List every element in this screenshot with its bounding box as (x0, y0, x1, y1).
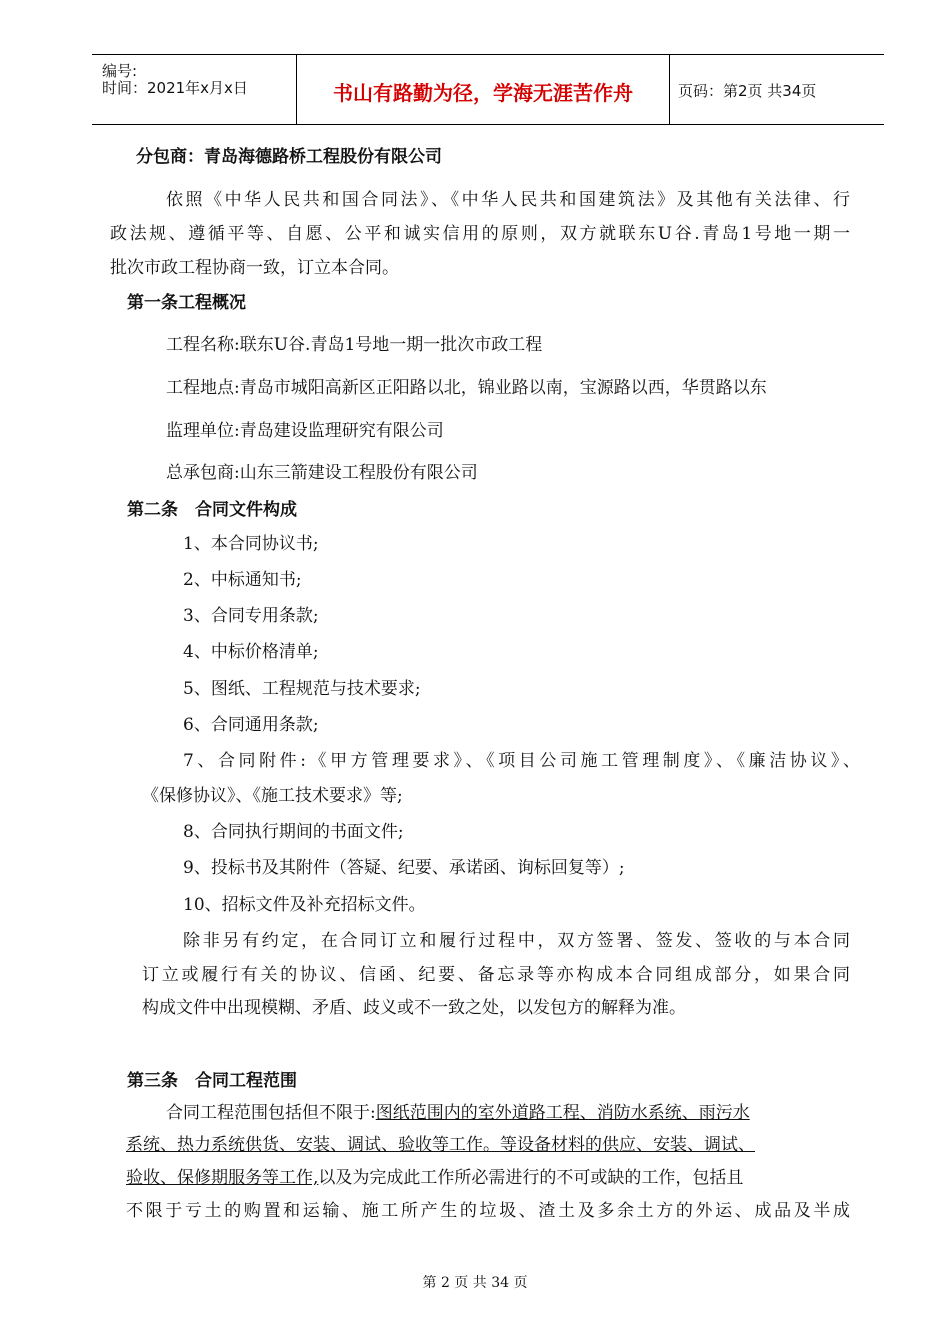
intro-line-3: 批次市政工程协商一致，订立本合同。 (110, 258, 399, 278)
header-meta-cell (92, 55, 297, 124)
intro-line-2: 政法规、遵循平等、自愿、公平和诚实信用的原则，双方就联东U谷.青岛1号地一期一 (110, 224, 850, 244)
doc-item-2: 2、中标通知书; (183, 570, 302, 590)
page-footer: 第 2 页 共 34 页 (422, 1275, 528, 1291)
scope-line-1-underlined: 图纸范围内的室外道路工程、消防水系统、雨污水 (375, 1103, 750, 1123)
doc-item-1: 1、本合同协议书; (183, 534, 319, 554)
supervisor-unit: 监理单位:青岛建设监理研究有限公司 (166, 421, 444, 441)
project-location: 工程地点:青岛市城阳高新区正阳路以北，锦业路以南，宝源路以西，华贯路以东 (166, 378, 767, 398)
project-name: 工程名称:联东U谷.青岛1号地一期一批次市政工程 (166, 335, 543, 355)
doc-item-7: 7、合同附件:《甲方管理要求》、《项目公司施工管理制度》、《廉洁协议》、 (183, 751, 860, 771)
unless-line-1: 除非另有约定，在合同订立和履行过程中，双方签署、签发、签收的与本合同 (183, 931, 850, 951)
scope-line-4: 不限于亏土的购置和运输、施工所产生的垃圾、渣土及多余土方的外运、成品及半成 (126, 1201, 850, 1221)
doc-item-7-cont: 《保修协议》、《施工技术要求》等; (142, 786, 403, 806)
doc-number-label: 编号: (102, 62, 138, 80)
intro-line-1: 依照《中华人民共和国合同法》、《中华人民共和国建筑法》及其他有关法律、行 (166, 190, 850, 210)
header-motto-cell (297, 55, 670, 124)
doc-item-9: 9、投标书及其附件（答疑、纪要、承诺函、询标回复等）; (183, 858, 625, 878)
doc-time-label: 时间：2021年x月x日 (102, 79, 248, 97)
unless-line-2: 订立或履行有关的协议、信函、纪要、备忘录等亦构成本合同组成部分，如果合同 (142, 965, 850, 985)
article-3-title: 第三条 合同工程范围 (127, 1071, 297, 1091)
header-page-info: 页码：第2页 共34页 (678, 82, 817, 100)
scope-line-3-underlined: 验收、保修期服务等工作, (126, 1168, 319, 1188)
scope-line-1 (166, 1102, 750, 1124)
doc-item-10: 10、招标文件及补充招标文件。 (183, 895, 426, 915)
scope-line-2: 系统、热力系统供货、安装、调试、验收等工作。等设备材料的供应、安装、调试、 (126, 1135, 755, 1155)
scope-line-3-plain: 以及为完成此工作所必需进行的不可或缺的工作，包括且 (318, 1168, 744, 1188)
page-header (92, 54, 884, 125)
general-contractor: 总承包商:山东三箭建设工程股份有限公司 (166, 463, 478, 483)
subcontractor-line: 分包商：青岛海德路桥工程股份有限公司 (136, 147, 442, 167)
scope-line-1-plain: 合同工程范围包括但不限于: (166, 1103, 376, 1123)
scope-line-3 (126, 1167, 743, 1189)
doc-item-5: 5、图纸、工程规范与技术要求; (183, 679, 421, 699)
header-motto: 书山有路勤为径，学海无涯苦作舟 (333, 81, 633, 105)
unless-line-3: 构成文件中出现模糊、矛盾、歧义或不一致之处，以发包方的解释为准。 (142, 998, 686, 1018)
header-page-cell (670, 55, 884, 124)
article-1-title: 第一条工程概况 (127, 293, 246, 313)
doc-item-6: 6、合同通用条款; (183, 715, 319, 735)
article-2-title: 第二条 合同文件构成 (127, 500, 297, 520)
doc-item-4: 4、中标价格清单; (183, 642, 319, 662)
doc-item-3: 3、合同专用条款; (183, 606, 319, 626)
doc-item-8: 8、合同执行期间的书面文件; (183, 822, 404, 842)
